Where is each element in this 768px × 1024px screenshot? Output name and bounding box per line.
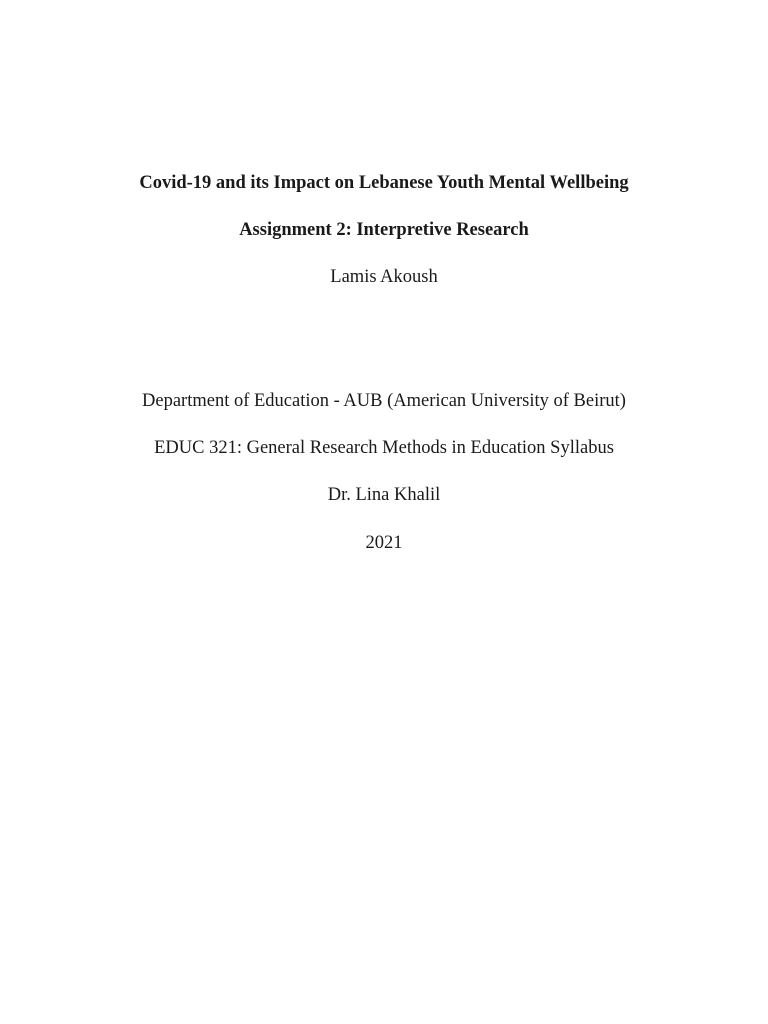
instructor-line: Dr. Lina Khalil [327, 485, 441, 505]
department-line: Department of Education - AUB (American University of Beirut) [142, 391, 626, 411]
course-line: EDUC 321: General Research Methods in Education Syllabus [154, 438, 614, 458]
year-line: 2021 [365, 533, 403, 553]
author-name: Lamis Akoush [330, 267, 438, 287]
paper-title: Covid-19 and its Impact on Lebanese Youth Mental Wellbeing [139, 173, 629, 193]
assignment-subtitle: Assignment 2: Interpretive Research [239, 220, 529, 240]
